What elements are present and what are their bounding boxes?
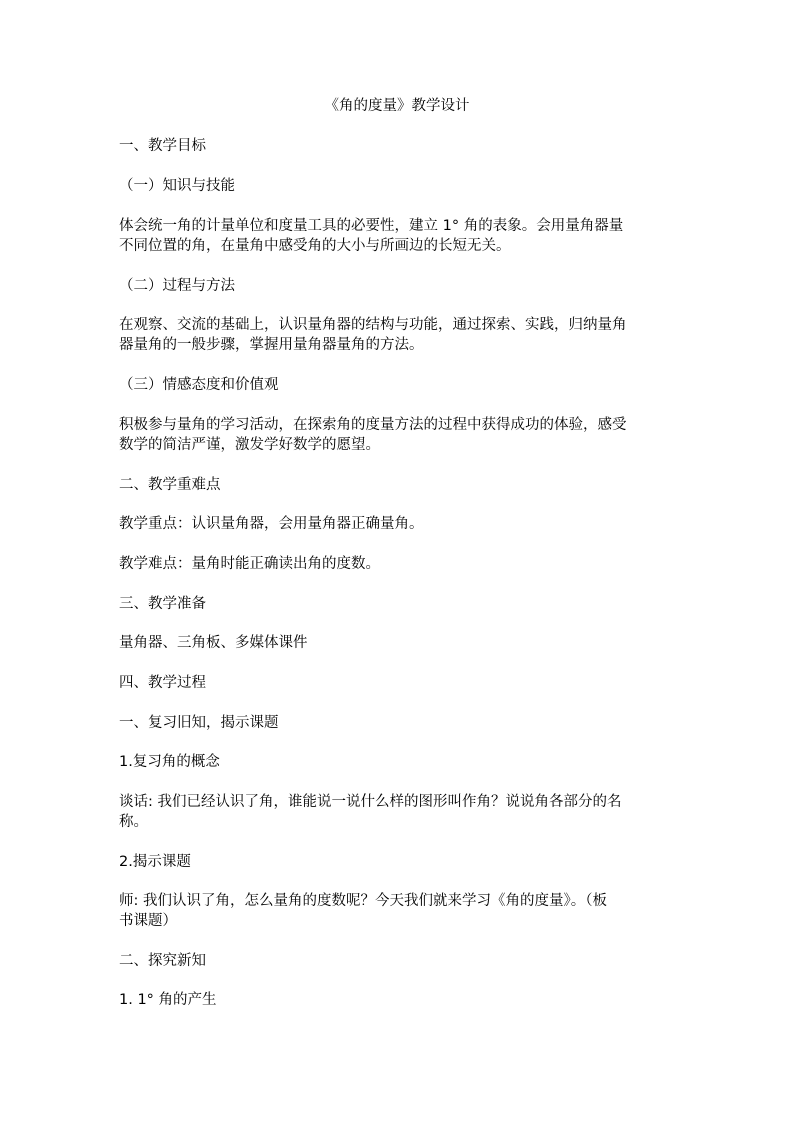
paragraph-line: 书课题）	[119, 913, 177, 929]
subsection-heading: 1.复习角的概念	[119, 754, 220, 770]
paragraph-line: 积极参与量角的学习活动，在探索角的度量方法的过程中获得成功的体验，感受	[119, 417, 627, 433]
subsection-heading: 1. 1° 角的产生	[119, 992, 217, 1008]
section-heading: 二、教学重难点	[119, 477, 221, 493]
subsection-heading: （三）情感态度和价值观	[119, 377, 279, 393]
document-title: 《角的度量》教学设计	[324, 98, 470, 114]
subsection-heading: 2.揭示课题	[119, 854, 191, 870]
paragraph-line: 师: 我们认识了角，怎么量角的度数呢？今天我们就来学习《角的度量》。（板	[119, 893, 607, 909]
subsection-heading: （二）过程与方法	[119, 278, 235, 294]
paragraph-line: 教学难点：量角时能正确读出角的度数。	[119, 556, 380, 572]
paragraph-line: 器量角的一般步骤，掌握用量角器量角的方法。	[119, 337, 424, 353]
section-heading: 三、教学准备	[119, 596, 206, 612]
subsection-heading: （一）知识与技能	[119, 178, 235, 194]
paragraph-line: 数学的简洁严谨，激发学好数学的愿望。	[119, 437, 380, 453]
section-heading: 一、教学目标	[119, 138, 206, 154]
paragraph-line: 体会统一角的计量单位和度量工具的必要性，建立 1° 角的表象。会用量角器量	[119, 218, 624, 234]
paragraph-line: 谈话: 我们已经认识了角，谁能说一说什么样的图形叫作角？说说角各部分的名	[119, 794, 622, 810]
subsection-heading: 二、探究新知	[119, 953, 206, 969]
paragraph-line: 称。	[119, 814, 148, 830]
paragraph-line: 量角器、三角板、多媒体课件	[119, 635, 308, 651]
subsection-heading: 一、复习旧知，揭示课题	[119, 715, 279, 731]
paragraph-line: 教学重点：认识量角器，会用量角器正确量角。	[119, 516, 424, 532]
section-heading: 四、教学过程	[119, 675, 206, 691]
paragraph-line: 不同位置的角，在量角中感受角的大小与所画边的长短无关。	[119, 238, 511, 254]
paragraph-line: 在观察、交流的基础上，认识量角器的结构与功能，通过探索、实践，归纳量角	[119, 317, 627, 333]
